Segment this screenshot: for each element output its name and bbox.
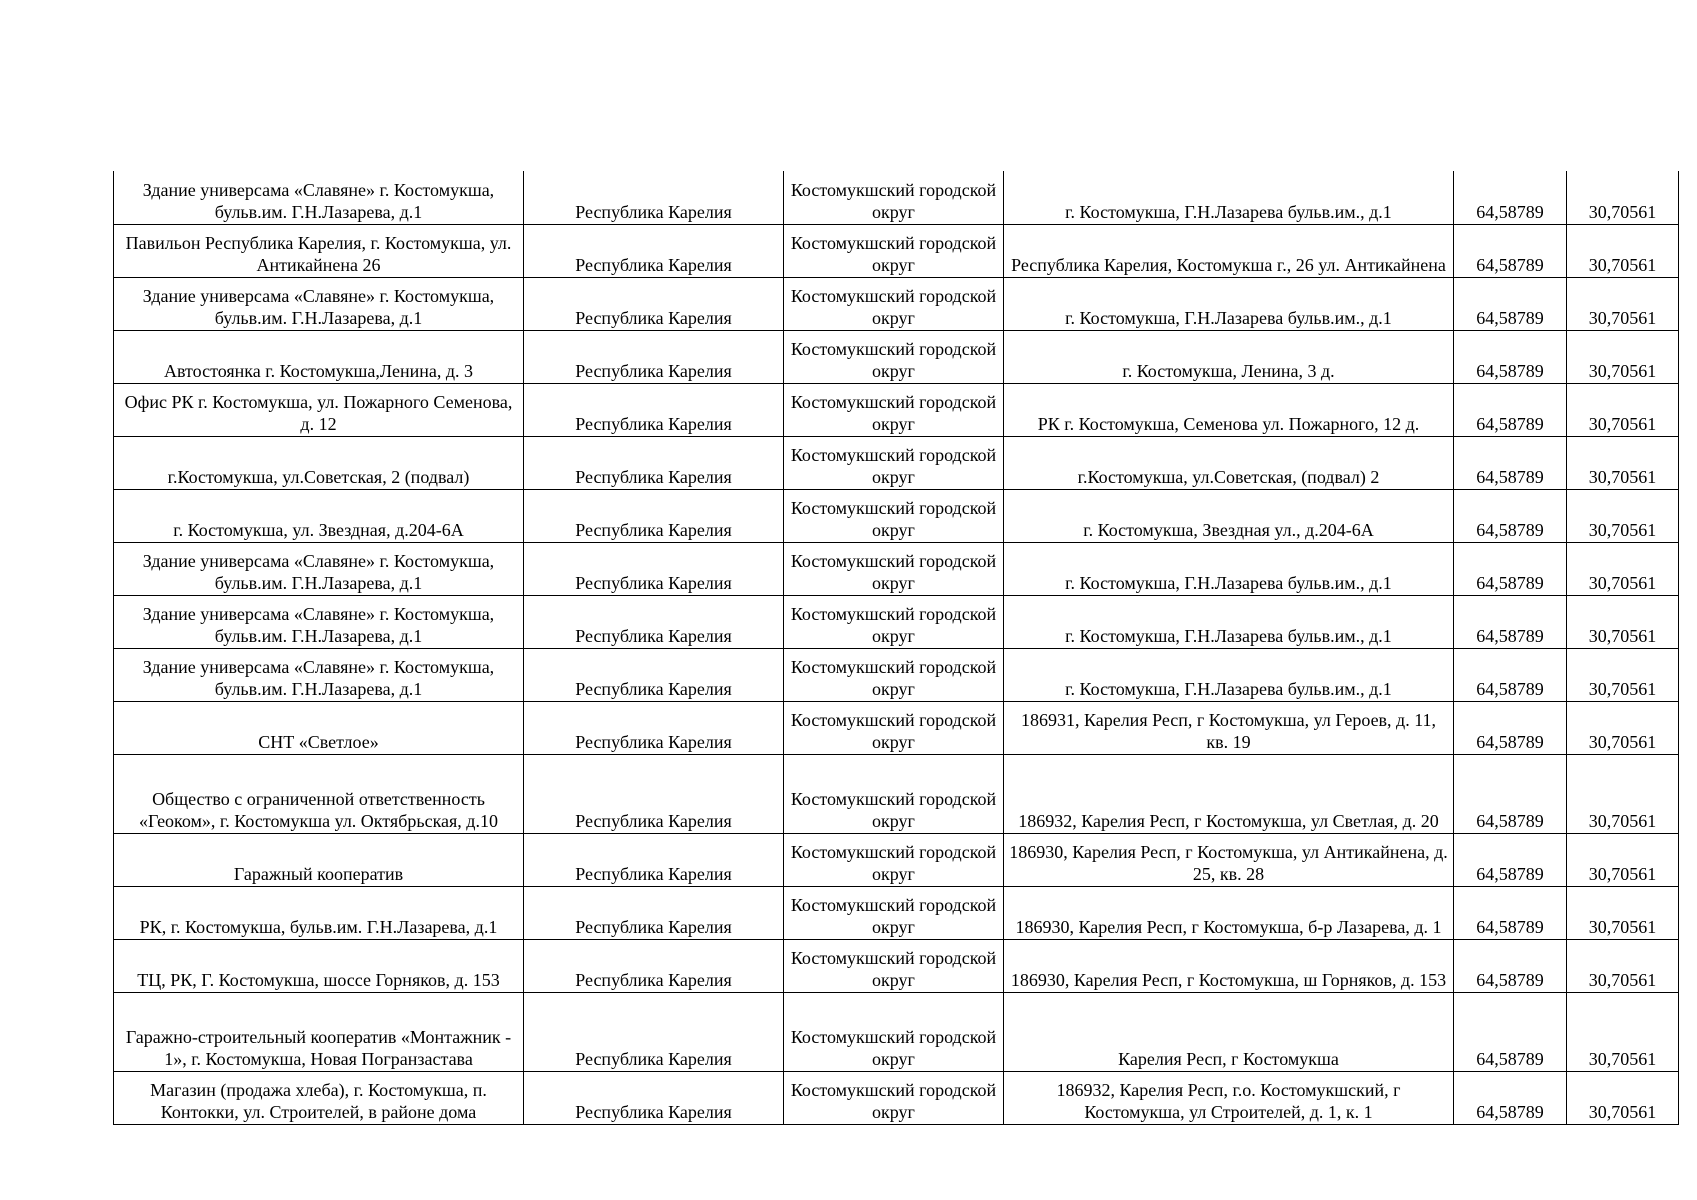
object-name-cell: СНТ «Светлое»	[114, 701, 524, 754]
region-cell: Республика Карелия	[524, 886, 784, 939]
latitude-cell: 64,58789	[1454, 648, 1567, 701]
address-cell: г. Костомукша, Г.Н.Лазарева бульв.им., д.1	[1004, 277, 1454, 330]
district-cell: Костомукшский городской округ	[784, 277, 1004, 330]
address-cell: г. Костомукша, Г.Н.Лазарева бульв.им., д.1	[1004, 542, 1454, 595]
address-cell: г. Костомукша, Г.Н.Лазарева бульв.им., д.1	[1004, 648, 1454, 701]
table-body	[114, 171, 1679, 1124]
region-cell: Республика Карелия	[524, 436, 784, 489]
latitude-cell: 64,58789	[1454, 383, 1567, 436]
address-cell: г. Костомукша, Г.Н.Лазарева бульв.им., д.1	[1004, 595, 1454, 648]
table-row	[114, 542, 1679, 595]
latitude-cell: 64,58789	[1454, 595, 1567, 648]
table-row	[114, 436, 1679, 489]
district-cell: Костомукшский городской округ	[784, 1071, 1004, 1124]
district-cell: Костомукшский городской округ	[784, 754, 1004, 833]
address-cell: 186931, Карелия Респ, г Костомукша, ул Героев, д. 11, кв. 19	[1004, 701, 1454, 754]
latitude-cell: 64,58789	[1454, 542, 1567, 595]
longitude-cell: 30,70561	[1567, 383, 1679, 436]
region-cell: Республика Карелия	[524, 595, 784, 648]
longitude-cell: 30,70561	[1567, 224, 1679, 277]
table-row	[114, 595, 1679, 648]
address-cell: г.Костомукша, ул.Советская, (подвал) 2	[1004, 436, 1454, 489]
district-cell: Костомукшский городской округ	[784, 886, 1004, 939]
latitude-cell: 64,58789	[1454, 224, 1567, 277]
latitude-cell: 64,58789	[1454, 833, 1567, 886]
longitude-cell: 30,70561	[1567, 436, 1679, 489]
longitude-cell: 30,70561	[1567, 489, 1679, 542]
address-cell: г. Костомукша, Г.Н.Лазарева бульв.им., д.1	[1004, 171, 1454, 224]
table-row	[114, 701, 1679, 754]
longitude-cell: 30,70561	[1567, 886, 1679, 939]
address-cell: г. Костомукша, Звездная ул., д.204-6А	[1004, 489, 1454, 542]
longitude-cell: 30,70561	[1567, 171, 1679, 224]
region-cell: Республика Карелия	[524, 383, 784, 436]
object-name-cell: Гаражный кооператив	[114, 833, 524, 886]
latitude-cell: 64,58789	[1454, 277, 1567, 330]
object-name-cell: Здание универсама «Славяне» г. Костомукша, бульв.им. Г.Н.Лазарева, д.1	[114, 277, 524, 330]
object-name-cell: Здание универсама «Славяне» г. Костомукша, бульв.им. Г.Н.Лазарева, д.1	[114, 171, 524, 224]
district-cell: Костомукшский городской округ	[784, 171, 1004, 224]
longitude-cell: 30,70561	[1567, 833, 1679, 886]
latitude-cell: 64,58789	[1454, 886, 1567, 939]
district-cell: Костомукшский городской округ	[784, 595, 1004, 648]
table-row	[114, 833, 1679, 886]
object-name-cell: г. Костомукша, ул. Звездная, д.204-6А	[114, 489, 524, 542]
region-cell: Республика Карелия	[524, 701, 784, 754]
district-cell: Костомукшский городской округ	[784, 436, 1004, 489]
region-cell: Республика Карелия	[524, 992, 784, 1071]
table-row	[114, 886, 1679, 939]
region-cell: Республика Карелия	[524, 277, 784, 330]
latitude-cell: 64,58789	[1454, 992, 1567, 1071]
address-cell: г. Костомукша, Ленина, 3 д.	[1004, 330, 1454, 383]
region-cell: Республика Карелия	[524, 330, 784, 383]
registry-table	[113, 171, 1679, 1125]
latitude-cell: 64,58789	[1454, 754, 1567, 833]
object-name-cell: г.Костомукша, ул.Советская, 2 (подвал)	[114, 436, 524, 489]
table-row	[114, 754, 1679, 833]
object-name-cell: Общество с ограниченной ответственность «Геоком», г. Костомукша ул. Октябрьская, д.10	[114, 754, 524, 833]
address-cell: 186932, Карелия Респ, г.о. Костомукшский, г Костомукша, ул Строителей, д. 1, к. 1	[1004, 1071, 1454, 1124]
district-cell: Костомукшский городской округ	[784, 542, 1004, 595]
longitude-cell: 30,70561	[1567, 648, 1679, 701]
latitude-cell: 64,58789	[1454, 939, 1567, 992]
object-name-cell: ТЦ, РК, Г. Костомукша, шоссе Горняков, д. 153	[114, 939, 524, 992]
longitude-cell: 30,70561	[1567, 542, 1679, 595]
longitude-cell: 30,70561	[1567, 939, 1679, 992]
object-name-cell: Автостоянка г. Костомукша,Ленина, д. 3	[114, 330, 524, 383]
object-name-cell: РК, г. Костомукша, бульв.им. Г.Н.Лазарева, д.1	[114, 886, 524, 939]
longitude-cell: 30,70561	[1567, 701, 1679, 754]
district-cell: Костомукшский городской округ	[784, 992, 1004, 1071]
region-cell: Республика Карелия	[524, 754, 784, 833]
address-cell: 186930, Карелия Респ, г Костомукша, ул Антикайнена, д. 25, кв. 28	[1004, 833, 1454, 886]
district-cell: Костомукшский городской округ	[784, 701, 1004, 754]
region-cell: Республика Карелия	[524, 224, 784, 277]
object-name-cell: Гаражно-строительный кооператив «Монтажник - 1», г. Костомукша, Новая Погранзастава	[114, 992, 524, 1071]
latitude-cell: 64,58789	[1454, 1071, 1567, 1124]
district-cell: Костомукшский городской округ	[784, 648, 1004, 701]
table-row	[114, 383, 1679, 436]
district-cell: Костомукшский городской округ	[784, 939, 1004, 992]
region-cell: Республика Карелия	[524, 939, 784, 992]
longitude-cell: 30,70561	[1567, 595, 1679, 648]
latitude-cell: 64,58789	[1454, 171, 1567, 224]
object-name-cell: Павильон Республика Карелия, г. Костомукша, ул. Антикайнена 26	[114, 224, 524, 277]
latitude-cell: 64,58789	[1454, 489, 1567, 542]
address-cell: 186930, Карелия Респ, г Костомукша, б-р Лазарева, д. 1	[1004, 886, 1454, 939]
region-cell: Республика Карелия	[524, 1071, 784, 1124]
object-name-cell: Магазин (продажа хлеба), г. Костомукша, п. Контокки, ул. Строителей, в районе дома	[114, 1071, 524, 1124]
region-cell: Республика Карелия	[524, 833, 784, 886]
latitude-cell: 64,58789	[1454, 330, 1567, 383]
district-cell: Костомукшский городской округ	[784, 489, 1004, 542]
district-cell: Костомукшский городской округ	[784, 383, 1004, 436]
table-row	[114, 992, 1679, 1071]
region-cell: Республика Карелия	[524, 489, 784, 542]
latitude-cell: 64,58789	[1454, 436, 1567, 489]
latitude-cell: 64,58789	[1454, 701, 1567, 754]
longitude-cell: 30,70561	[1567, 754, 1679, 833]
address-cell: 186932, Карелия Респ, г Костомукша, ул Светлая, д. 20	[1004, 754, 1454, 833]
region-cell: Республика Карелия	[524, 542, 784, 595]
address-cell: Республика Карелия, Костомукша г., 26 ул. Антикайнена	[1004, 224, 1454, 277]
region-cell: Республика Карелия	[524, 648, 784, 701]
table-row	[114, 1071, 1679, 1124]
longitude-cell: 30,70561	[1567, 1071, 1679, 1124]
longitude-cell: 30,70561	[1567, 277, 1679, 330]
table-row	[114, 171, 1679, 224]
table-row	[114, 330, 1679, 383]
object-name-cell: Здание универсама «Славяне» г. Костомукша, бульв.им. Г.Н.Лазарева, д.1	[114, 595, 524, 648]
table-row	[114, 489, 1679, 542]
table-row	[114, 224, 1679, 277]
table-row	[114, 939, 1679, 992]
district-cell: Костомукшский городской округ	[784, 330, 1004, 383]
district-cell: Костомукшский городской округ	[784, 833, 1004, 886]
table-row	[114, 648, 1679, 701]
address-cell: РК г. Костомукша, Семенова ул. Пожарного, 12 д.	[1004, 383, 1454, 436]
object-name-cell: Здание универсама «Славяне» г. Костомукша, бульв.им. Г.Н.Лазарева, д.1	[114, 542, 524, 595]
address-cell: Карелия Респ, г Костомукша	[1004, 992, 1454, 1071]
region-cell: Республика Карелия	[524, 171, 784, 224]
object-name-cell: Офис РК г. Костомукша, ул. Пожарного Семенова, д. 12	[114, 383, 524, 436]
table-row	[114, 277, 1679, 330]
district-cell: Костомукшский городской округ	[784, 224, 1004, 277]
longitude-cell: 30,70561	[1567, 992, 1679, 1071]
longitude-cell: 30,70561	[1567, 330, 1679, 383]
object-name-cell: Здание универсама «Славяне» г. Костомукша, бульв.им. Г.Н.Лазарева, д.1	[114, 648, 524, 701]
address-cell: 186930, Карелия Респ, г Костомукша, ш Горняков, д. 153	[1004, 939, 1454, 992]
